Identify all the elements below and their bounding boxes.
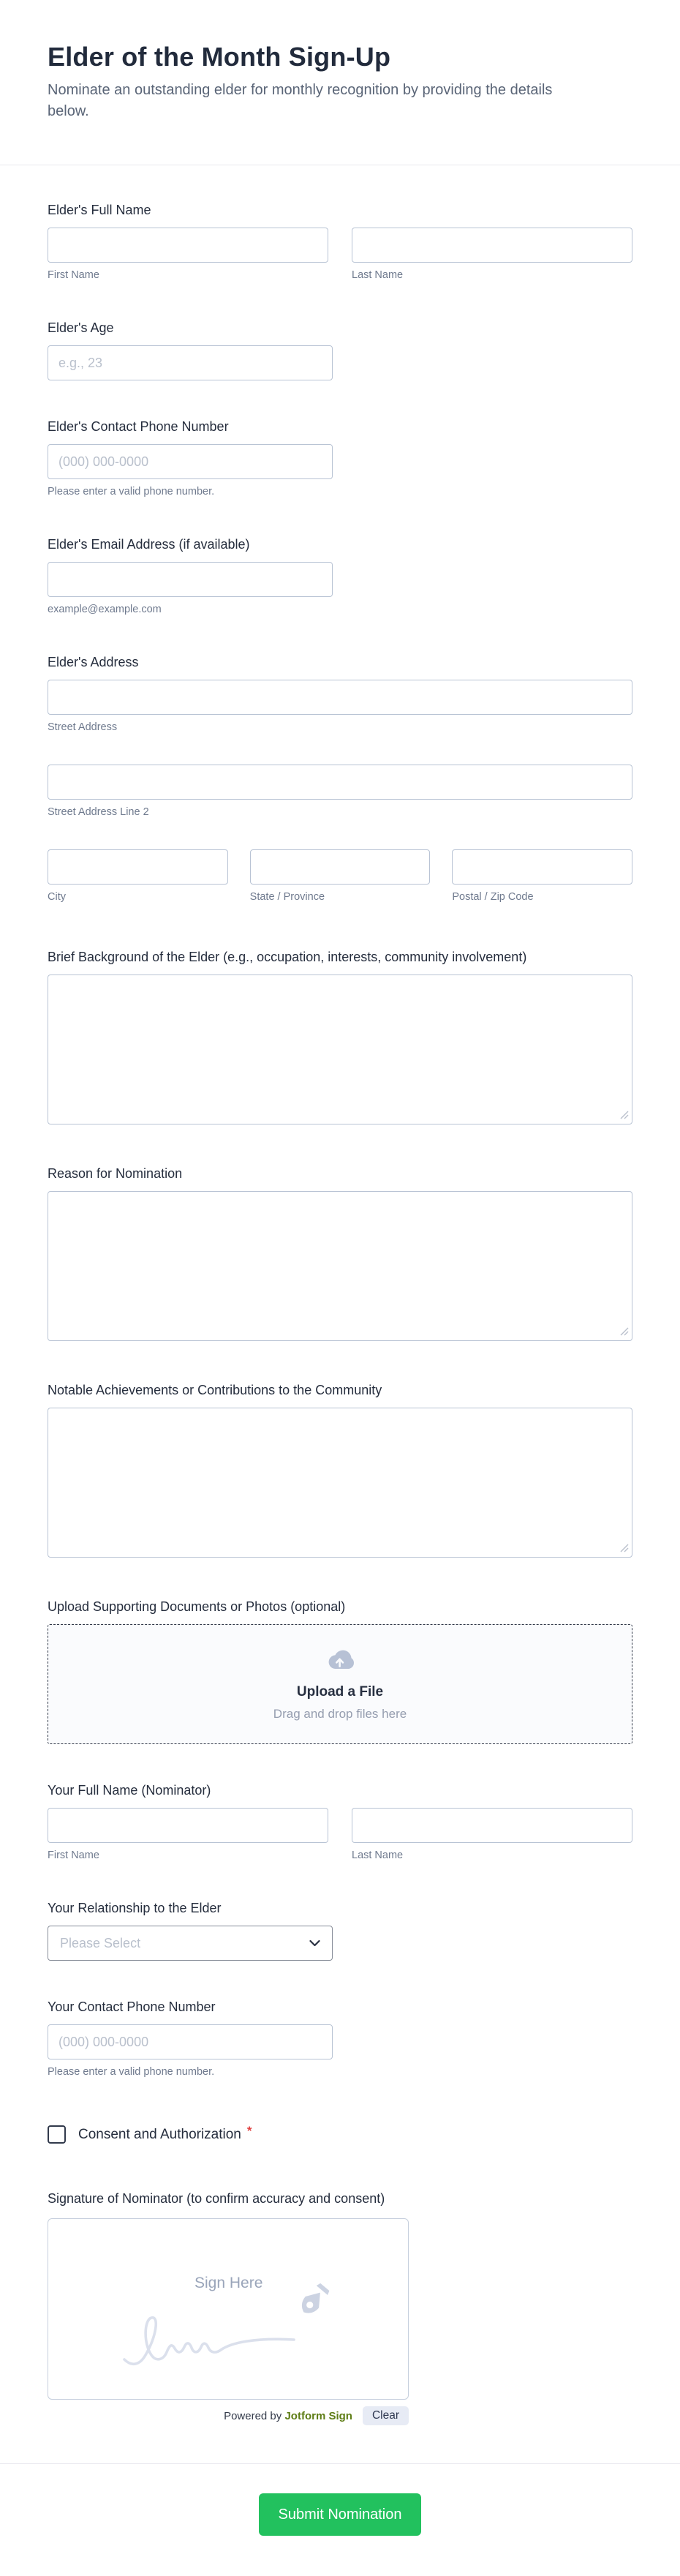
form-header (0, 0, 680, 165)
street-address2-sublabel: Street Address Line 2 (48, 806, 149, 818)
elder-address-label: Elder's Address (48, 655, 139, 669)
elder-age-input[interactable] (48, 345, 333, 380)
form-body (0, 165, 680, 2425)
relationship-select[interactable] (48, 1926, 333, 1961)
nominator-last-name-input[interactable] (352, 1808, 632, 1843)
question-relationship (48, 1900, 632, 1961)
street-address-input[interactable] (48, 680, 632, 715)
nominator-first-name-input[interactable] (48, 1808, 328, 1843)
elder-phone-label: Elder's Contact Phone Number (48, 419, 229, 434)
pen-nib-icon (292, 2282, 333, 2323)
file-upload-dropzone[interactable] (48, 1624, 632, 1744)
state-sublabel: State / Province (249, 891, 325, 903)
elder-age-label: Elder's Age (48, 320, 114, 335)
submit-bar (0, 2463, 680, 2576)
elder-email-input[interactable] (48, 562, 333, 597)
elder-last-name-input[interactable] (352, 228, 632, 263)
nominator-last-name-sublabel: Last Name (352, 1850, 404, 1861)
nominator-first-name-sublabel: First Name (48, 1850, 99, 1861)
background-textarea[interactable] (48, 975, 632, 1124)
state-input[interactable] (250, 849, 431, 885)
elder-email-label: Elder's Email Address (if available) (48, 537, 250, 552)
required-asterisk: * (246, 2123, 252, 2138)
nominator-phone-label: Your Contact Phone Number (48, 1999, 216, 2014)
question-elder-age (48, 320, 632, 380)
page-title: Elder of the Month Sign-Up (48, 42, 391, 72)
question-elder-phone (48, 418, 632, 498)
question-elder-full-name (48, 202, 632, 282)
submit-button[interactable]: Submit Nomination (259, 2493, 421, 2536)
elder-full-name-label: Elder's Full Name (48, 203, 151, 217)
relationship-label: Your Relationship to the Elder (48, 1901, 222, 1915)
question-elder-email (48, 536, 632, 616)
jotform-sign-brand: Jotform Sign (284, 2409, 352, 2422)
clear-signature-button[interactable]: Clear (363, 2406, 409, 2425)
consent-checkbox[interactable] (48, 2125, 66, 2144)
question-signature (48, 2190, 632, 2425)
cloud-upload-icon (322, 1648, 358, 1674)
powered-by-text (224, 2410, 352, 2422)
question-consent (48, 2125, 632, 2144)
form-subtitle-line1: Nominate an outstanding elder for monthly recognition by providing the details (48, 82, 553, 98)
elder-email-sublabel: example@example.com (48, 604, 162, 615)
question-nominator-phone (48, 1999, 632, 2079)
elder-first-name-sublabel: First Name (48, 269, 99, 281)
question-achievements (48, 1382, 632, 1558)
consent-label: Consent and Authorization (78, 2126, 241, 2142)
upload-hint: Drag and drop files here (273, 1706, 407, 1721)
chevron-down-icon (309, 1939, 320, 1947)
street-address-sublabel: Street Address (48, 721, 118, 733)
nominator-name-label: Your Full Name (Nominator) (48, 1783, 211, 1798)
signature-pad[interactable] (48, 2218, 409, 2400)
elder-phone-sublabel: Please enter a valid phone number. (48, 486, 215, 497)
question-nominator-name (48, 1782, 632, 1862)
nominator-phone-sublabel: Please enter a valid phone number. (48, 2066, 215, 2078)
background-label: Brief Background of the Elder (e.g., occupation, interests, community involvement) (48, 950, 527, 964)
signature-label: Signature of Nominator (to confirm accuracy and consent) (48, 2191, 385, 2206)
question-upload (48, 1599, 632, 1744)
reason-textarea[interactable] (48, 1191, 632, 1341)
sign-here-text: Sign Here (194, 2275, 263, 2291)
nominator-phone-input[interactable] (48, 2024, 333, 2059)
powered-by-prefix: Powered by (224, 2409, 282, 2422)
reason-label: Reason for Nomination (48, 1166, 183, 1181)
signature-squiggle-icon (120, 2305, 303, 2373)
street-address2-input[interactable] (48, 765, 632, 800)
form-subtitle-line2: below. (48, 103, 89, 119)
elder-phone-input[interactable] (48, 444, 333, 479)
city-sublabel: City (48, 891, 66, 903)
achievements-textarea[interactable] (48, 1408, 632, 1558)
zip-sublabel: Postal / Zip Code (452, 891, 534, 903)
relationship-select-value: Please Select (60, 1935, 141, 1950)
question-reason (48, 1165, 632, 1341)
form-subtitle (48, 80, 632, 122)
elder-last-name-sublabel: Last Name (352, 269, 404, 281)
question-elder-address (48, 654, 632, 904)
upload-label: Upload Supporting Documents or Photos (optional) (48, 1599, 346, 1614)
city-input[interactable] (48, 849, 228, 885)
zip-input[interactable] (452, 849, 632, 885)
question-background (48, 949, 632, 1124)
elder-first-name-input[interactable] (48, 228, 328, 263)
upload-button-text: Upload a File (296, 1683, 384, 1700)
achievements-label: Notable Achievements or Contributions to the Community (48, 1383, 382, 1397)
